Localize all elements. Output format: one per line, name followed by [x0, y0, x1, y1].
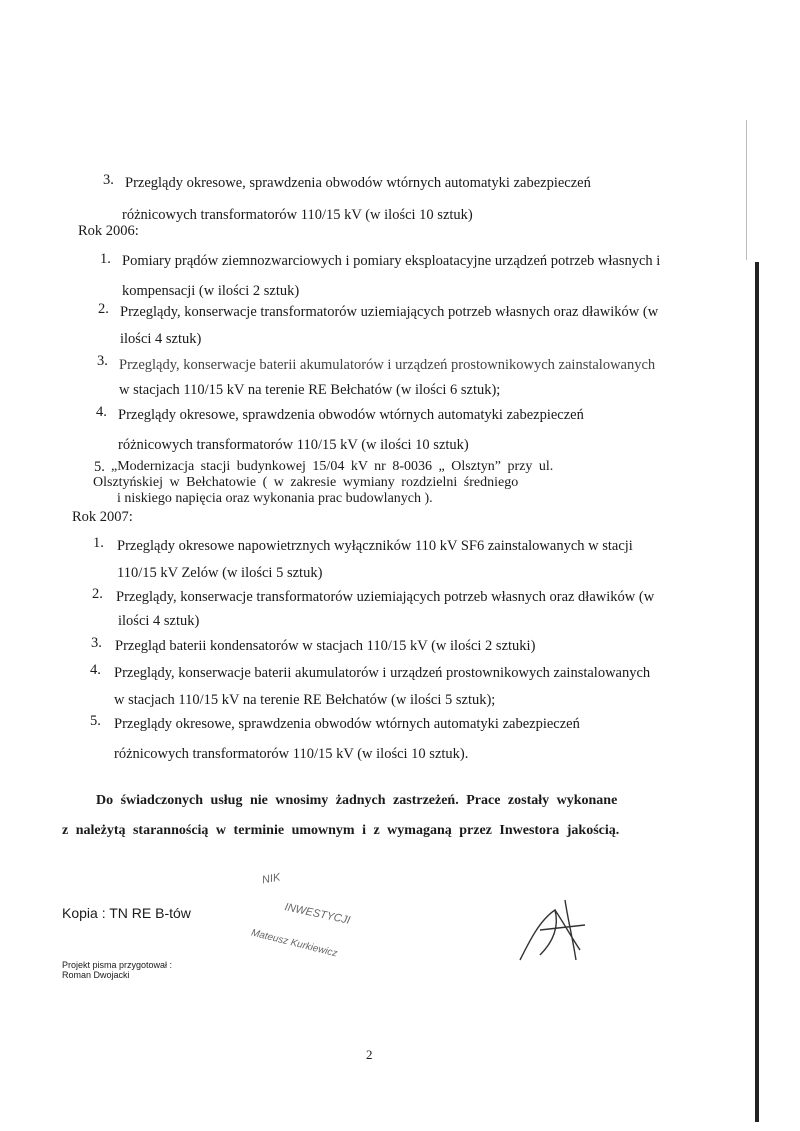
item-text-line: i niskiego napięcia oraz wykonania prac budowlanych ).	[117, 491, 433, 506]
copy-recipients: Kopia : TN RE B-tów	[62, 905, 191, 921]
item-text-line: w stacjach 110/15 kV na terenie RE Bełchatów (w ilości 5 sztuk);	[114, 692, 496, 708]
item-text-line: Przeglądy, konserwacje baterii akumulatorów i urządzeń prostownikowych zainstalowanych	[114, 665, 651, 681]
item-text-line: Przeglądy okresowe, sprawdzenia obwodów wtórnych automatyki zabezpieczeń	[125, 175, 591, 191]
item-text-line: „Modernizacja stacji budynkowej 15/04 kV nr 8-0036 „ Olsztyn” przy ul.	[111, 459, 554, 474]
stamp-text: Mateusz Kurkiewicz	[249, 927, 339, 960]
item-text-line: różnicowych transformatorów 110/15 kV (w ilości 10 sztuk)	[118, 437, 469, 453]
item-text-line: ilości 4 sztuk)	[118, 613, 200, 629]
item-number: 5.	[94, 459, 105, 475]
item-text-line: Pomiary prądów ziemnozwarciowych i pomiary eksploatacyjne urządzeń potrzeb własnych i	[122, 253, 661, 269]
item-number: 3.	[97, 353, 108, 369]
item-text-line: ilości 4 sztuk)	[120, 331, 202, 347]
scan-edge-mark	[746, 120, 747, 260]
closing-line: z należytą starannością w terminie umownym i z wymaganą przez Inwestora jakością.	[62, 823, 620, 838]
item-number: 3.	[91, 635, 102, 651]
item-text-line: w stacjach 110/15 kV na terenie RE Bełchatów (w ilości 6 sztuk);	[119, 382, 501, 398]
page-number: 2	[366, 1047, 373, 1062]
item-text-line: Przeglądy, konserwacje baterii akumulatorów i urządzeń prostownikowych zainstalowanych	[119, 357, 656, 373]
scan-edge-bar	[755, 262, 759, 1122]
item-number: 4.	[96, 404, 107, 420]
item-text-line: Przeglądy, konserwacje transformatorów uziemiających potrzeb własnych oraz dławików (w	[116, 589, 655, 605]
item-number: 4.	[90, 662, 101, 678]
item-text-line: Przeglądy okresowe, sprawdzenia obwodów wtórnych automatyki zabezpieczeń	[118, 407, 584, 423]
item-number: 5.	[90, 713, 101, 729]
item-text-line: Przeglądy okresowe, sprawdzenia obwodów wtórnych automatyki zabezpieczeń	[114, 716, 580, 732]
item-text-line: Przeglądy okresowe napowietrznych wyłączników 110 kV SF6 zainstalowanych w stacji	[117, 538, 633, 554]
item-text-line: różnicowych transformatorów 110/15 kV (w ilości 10 sztuk)	[122, 207, 473, 223]
stamp-text: INWESTYCJI	[283, 901, 352, 927]
item-number: 1.	[93, 535, 104, 551]
year-heading-2007: Rok 2007:	[72, 509, 133, 525]
item-text-line: kompensacji (w ilości 2 sztuk)	[122, 283, 300, 299]
prepared-by-label: Projekt pisma przygotował :	[62, 960, 173, 970]
handwritten-signature	[510, 890, 600, 970]
item-text-line: Olsztyńskiej w Bełchatowie ( w zakresie wymiany rozdzielni średniego	[93, 475, 519, 490]
item-number: 2.	[98, 301, 109, 317]
item-number: 1.	[100, 251, 111, 267]
item-text-line: różnicowych transformatorów 110/15 kV (w ilości 10 sztuk).	[114, 746, 469, 762]
item-text-line: Przegląd baterii kondensatorów w stacjach 110/15 kV (w ilości 2 sztuki)	[115, 638, 536, 654]
item-number: 2.	[92, 586, 103, 602]
item-number: 3.	[103, 172, 114, 188]
year-heading-2006: Rok 2006:	[78, 223, 139, 239]
prepared-by-name: Roman Dwojacki	[62, 970, 130, 980]
stamp-text: NIK	[261, 871, 282, 887]
item-text-line: Przeglądy, konserwacje transformatorów uziemiających potrzeb własnych oraz dławików (w	[120, 304, 659, 320]
item-text-line: 110/15 kV Zelów (w ilości 5 sztuk)	[117, 565, 323, 581]
closing-line: Do świadczonych usług nie wnosimy żadnych zastrzeżeń. Prace zostały wykonane	[96, 793, 618, 808]
